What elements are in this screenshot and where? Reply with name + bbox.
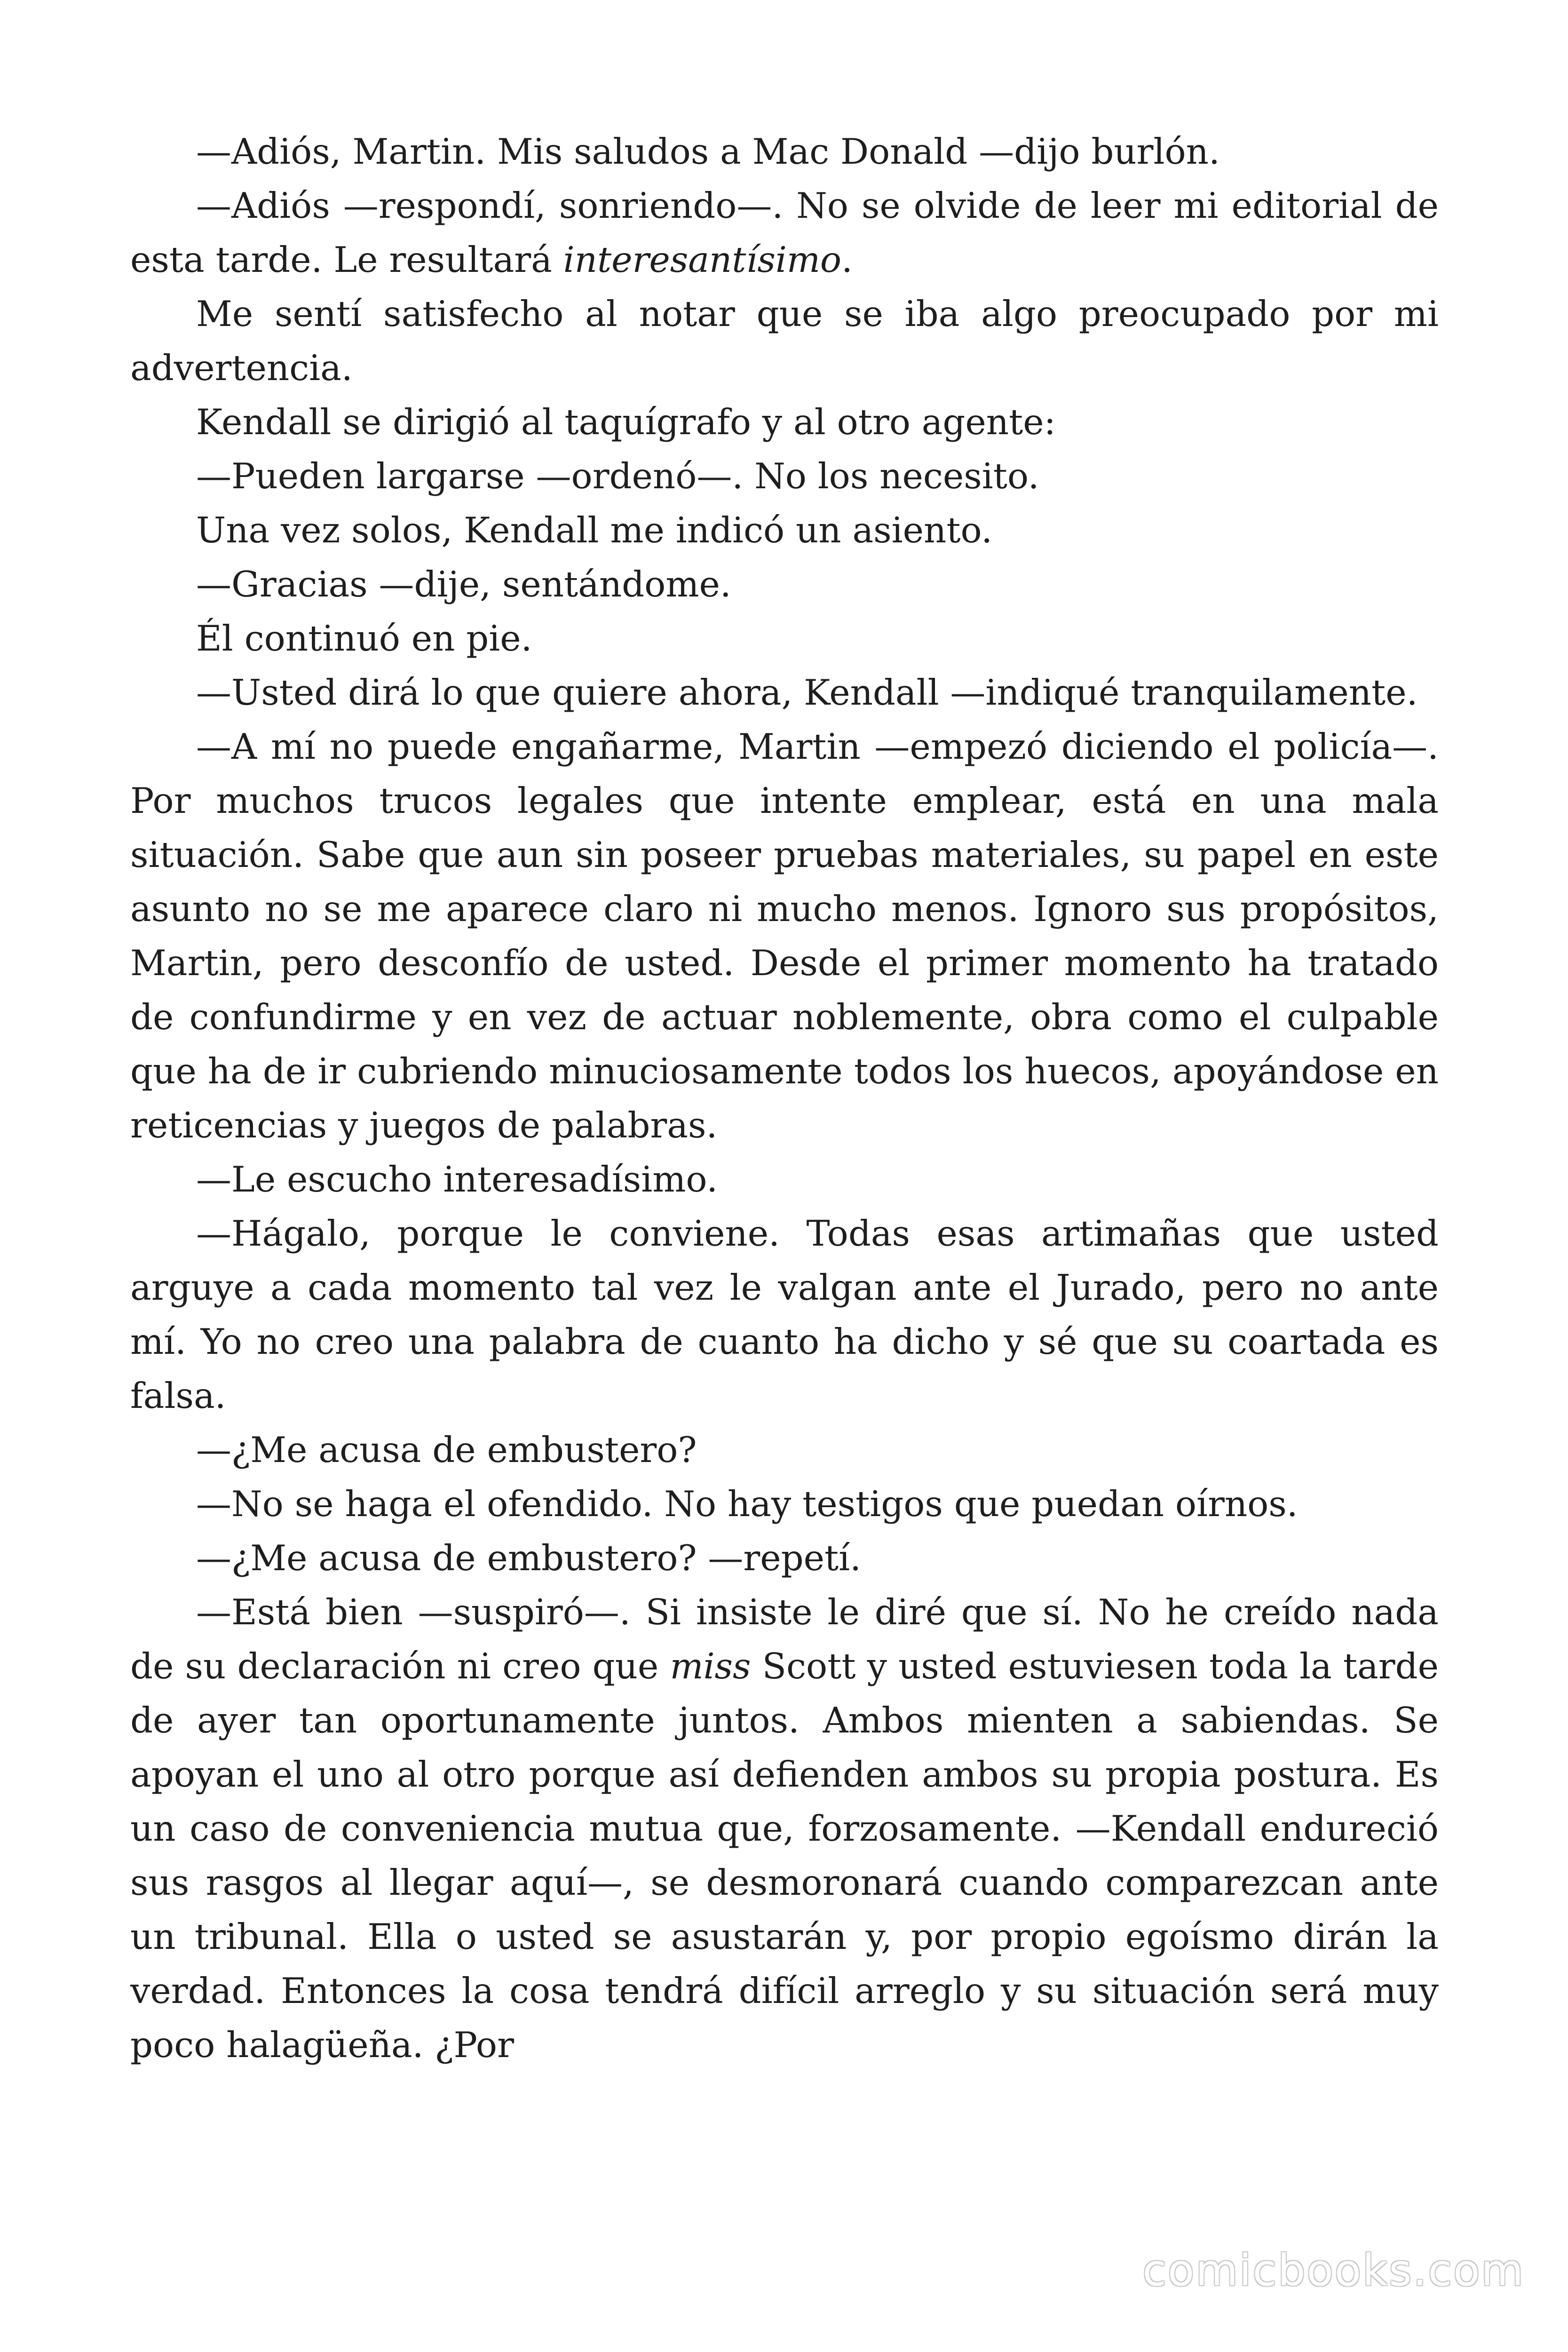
text-run: Él continuó en pie.: [196, 618, 532, 659]
text-run: —Usted dirá lo que quiere ahora, Kendall —indiqué tranquilamente.: [196, 672, 1418, 713]
text-run: Me sentí satisfecho al notar que se iba algo preocupado por mi advertencia.: [130, 293, 1439, 389]
paragraph: [130, 395, 1439, 449]
text-run: —Pueden largarse —ordenó—. No los necesito.: [196, 455, 1039, 497]
paragraph: [130, 1152, 1439, 1207]
paragraph: [130, 1531, 1439, 1585]
paragraph: [130, 1477, 1439, 1531]
paragraph: [130, 287, 1439, 395]
paragraph: [130, 125, 1439, 179]
text-run: —¿Me acusa de embustero?: [196, 1429, 697, 1470]
text-run: Una vez solos, Kendall me indicó un asiento.: [196, 509, 993, 551]
paragraph: [130, 1585, 1439, 2072]
text-run: .: [841, 239, 853, 280]
watermark-logo: comicbooks.com: [1142, 2245, 1525, 2296]
text-run: Scott y usted estuviesen toda la tarde de ayer tan oportunamente juntos. Ambos mienten a sabiendas. Se apoyan el uno al otro porque así defienden ambos su propia postura. Es un caso de conveniencia mutua que, forzosamente. —Kendall endureció sus rasgos al llegar aquí—, se desmoronará cuando comparezcan ante un tribunal. Ella o usted se asustarán y, por propio egoísmo dirán la verdad. Entonces la cosa tendrá difícil arreglo y su situación será muy poco halagüeña. ¿Por: [130, 1645, 1439, 2066]
text-run: —Adiós, Martin. Mis saludos a Mac Donald —dijo burlón.: [196, 131, 1220, 172]
text-run: —¿Me acusa de embustero? —repetí.: [196, 1537, 862, 1579]
text-run: —A mí no puede engañarme, Martin —empezó diciendo el policía—. Por muchos trucos legales que intente emplear, está en una mala situación. Sabe que aun sin poseer pruebas materiales, su papel en este asunto no se me aparece claro ni mucho menos. Ignoro sus propósitos, Martin, pero desconfío de usted. Desde el primer momento ha tratado de confundirme y en vez de actuar noblemente, obra como el culpable que ha de ir cubriendo minuciosamente todos los huecos, apoyándose en reticencias y juegos de palabras.: [130, 726, 1439, 1146]
paragraph: [130, 1423, 1439, 1477]
paragraph: [130, 557, 1439, 612]
text-run: Kendall se dirigió al taquígrafo y al otro agente:: [196, 401, 1056, 443]
text-run: —No se haga el ofendido. No hay testigos que puedan oírnos.: [196, 1483, 1298, 1525]
text-run: —Adiós —respondí, sonriendo—. No se olvide de leer mi editorial de esta tarde. Le resultará: [130, 185, 1439, 280]
paragraph: [130, 720, 1439, 1152]
text-run: —Está bien —suspiró—. Si insiste le diré que sí. No he creído nada de su declaración ni creo que: [130, 1591, 1439, 1687]
italic-text: interesantísimo: [563, 239, 842, 280]
paragraph: [130, 1207, 1439, 1423]
text-run: —Hágalo, porque le conviene. Todas esas artimañas que usted arguye a cada momento tal vez le valgan ante el Jurado, pero no ante mí. Yo no creo una palabra de cuanto ha dicho y sé que su coartada es falsa.: [130, 1213, 1439, 1416]
italic-text: miss: [670, 1645, 751, 1687]
text-run: —Le escucho interesadísimo.: [196, 1159, 718, 1200]
text-run: —Gracias —dije, sentándome.: [196, 564, 731, 605]
book-page-body: [130, 125, 1439, 2171]
paragraph: [130, 666, 1439, 720]
paragraph: [130, 179, 1439, 287]
paragraph: [130, 449, 1439, 503]
paragraph: [130, 503, 1439, 557]
paragraph: [130, 612, 1439, 666]
